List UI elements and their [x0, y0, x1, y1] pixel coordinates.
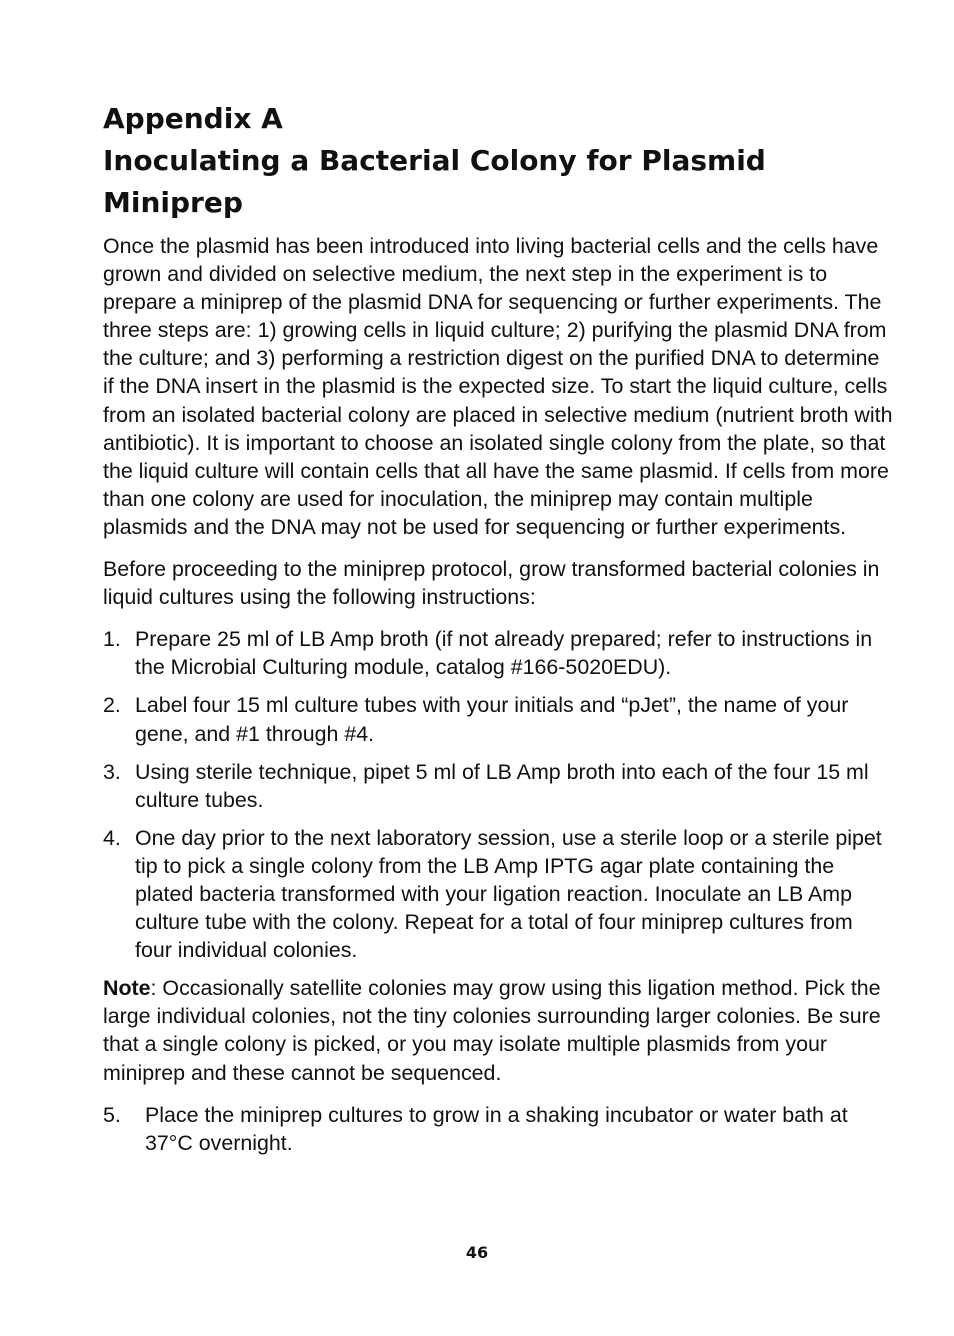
step-text: Using sterile technique, pipet 5 ml of LB Amp broth into each of the four 15 ml culture tubes.	[135, 759, 869, 812]
appendix-heading: Appendix A	[103, 102, 283, 135]
step-number: 5.	[103, 1102, 121, 1127]
instructions-intro-paragraph: Before proceeding to the miniprep protocol, grow transformed bacterial colonies in liquid cultures using the following instructions:	[103, 557, 880, 610]
step-text: Label four 15 ml culture tubes with your initials and “pJet”, the name of your gene, and #1 through #4.	[135, 693, 849, 746]
note-text: : Occasionally satellite colonies may grow using this ligation method. Pick the large individual colonies, not the tiny colonies surrounding larger colonies. Be sure that a single colony is picked, or you may isolate multiple plasmids from your miniprep and these cannot be sequenced.	[103, 976, 881, 1085]
appendix-title-line-2: Miniprep	[103, 186, 243, 219]
intro-paragraph: Once the plasmid has been introduced into living bacterial cells and the cells have grown and divided on selective medium, the next step in the experiment is to prepare a miniprep of the plasmid DNA for sequencing or further experiments. The three steps are: 1) growing cells in liquid culture; 2) purifying the plasmid DNA from the culture; and 3) performing a restriction digest on the purified DNA to determine if the DNA insert in the plasmid is the expected size. To start the liquid culture, cells from an isolated bacterial colony are placed in selective medium (nutrient broth with antibiotic). It is important to choose an isolated single colony from the plate, so that the liquid culture will contain cells that all have the same plasmid. If cells from more than one colony are used for inoculation, the miniprep may contain multiple plasmids and the DNA may not be used for sequencing or further experiments.	[103, 234, 893, 539]
title-block	[103, 98, 893, 224]
appendix-title-line-1: Inoculating a Bacterial Colony for Plasmid	[103, 144, 766, 177]
step-five	[103, 1101, 893, 1157]
step-number: 4.	[103, 825, 121, 850]
list-item	[103, 758, 893, 814]
steps-list	[103, 625, 893, 964]
step-number: 1.	[103, 627, 121, 652]
step-text: Place the miniprep cultures to grow in a shaking incubator or water bath at 37°C overnight.	[145, 1102, 848, 1155]
document-page	[103, 98, 893, 1157]
step-number: 2.	[103, 693, 121, 718]
list-item	[103, 625, 893, 681]
step-text: Prepare 25 ml of LB Amp broth (if not already prepared; refer to instructions in the Microbial Culturing module, catalog #166-5020EDU).	[135, 627, 873, 680]
page-number: 46	[465, 1243, 489, 1262]
list-item	[103, 691, 893, 747]
note-label: Note	[103, 976, 151, 1001]
step-number: 3.	[103, 759, 121, 784]
note-paragraph	[103, 974, 893, 1086]
step-text: One day prior to the next laboratory session, use a sterile loop or a sterile pipet tip to pick a single colony from the LB Amp IPTG agar plate containing the plated bacteria transformed with your ligation reaction. Inoculate an LB Amp culture tube with the colony. Repeat for a total of four miniprep cultures from four individual colonies.	[135, 825, 882, 963]
list-item	[103, 824, 893, 964]
